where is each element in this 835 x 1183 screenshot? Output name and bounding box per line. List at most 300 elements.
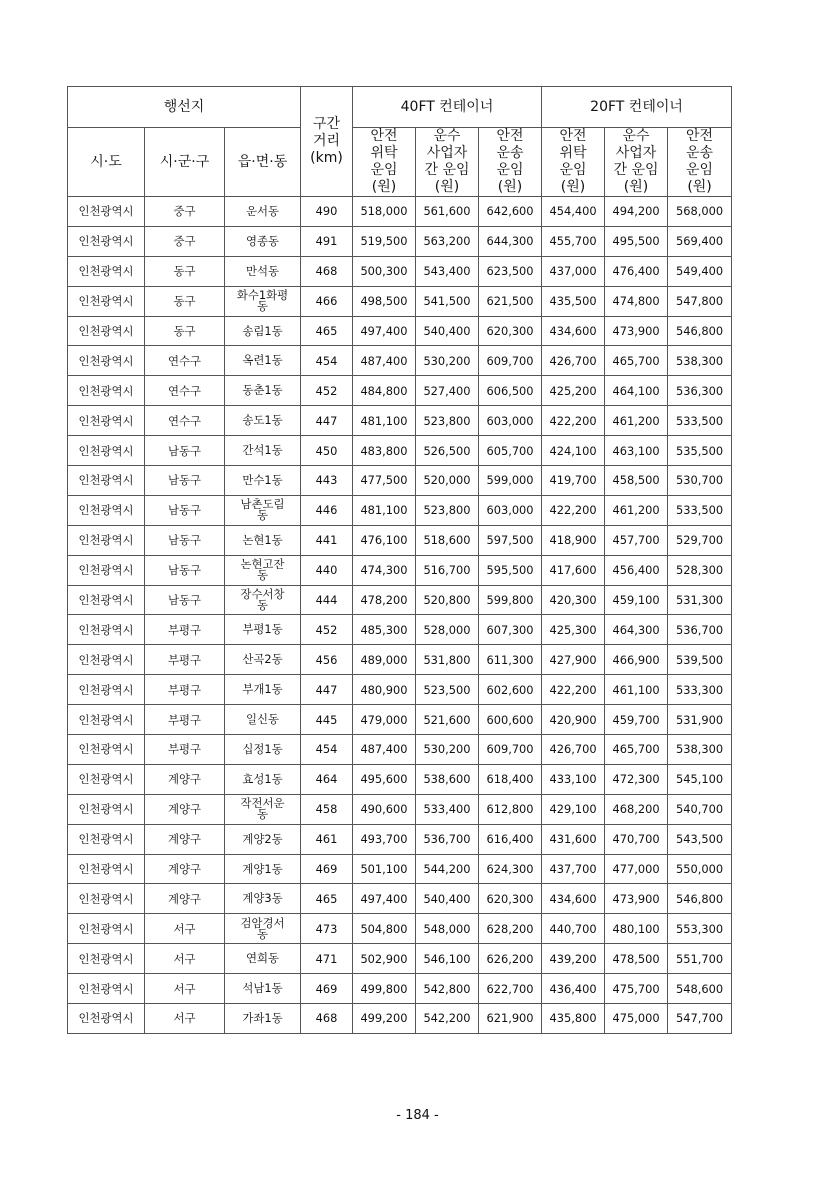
cell-40ft-safe-consign: 481,100 [353,406,416,436]
cell-20ft-safe-consign: 431,600 [542,824,605,854]
cell-20ft-safe-transport: 531,900 [668,705,732,735]
cell-distance-km: 469 [301,854,353,884]
table-row [68,286,732,316]
cell-40ft-safe-transport: 605,700 [479,436,542,466]
table-row [68,914,732,944]
cell-eupmyeondong [225,735,301,765]
table-row [68,854,732,884]
cell-40ft-safe-consign: 499,200 [353,1004,416,1034]
cell-sido: 인천광역시 [68,824,145,854]
cell-40ft-carrier: 546,100 [416,944,479,974]
cell-sigungu: 계양구 [145,824,225,854]
cell-40ft-safe-consign: 487,400 [353,346,416,376]
cell-sigungu: 동구 [145,286,225,316]
cell-20ft-carrier: 494,200 [605,197,668,227]
cell-40ft-safe-consign: 480,900 [353,675,416,705]
dong-name-line: 동 [256,807,268,822]
cell-sigungu: 동구 [145,256,225,286]
cell-distance-km: 466 [301,286,353,316]
table-row [68,735,732,765]
cell-20ft-carrier: 463,100 [605,436,668,466]
cell-40ft-carrier: 538,600 [416,764,479,794]
cell-eupmyeondong [225,974,301,1004]
cell-20ft-safe-transport: 568,000 [668,197,732,227]
cell-20ft-safe-transport: 535,500 [668,436,732,466]
cell-40ft-carrier: 544,200 [416,854,479,884]
cell-sigungu: 서구 [145,944,225,974]
cell-40ft-safe-transport: 606,500 [479,376,542,406]
cell-eupmyeondong [225,675,301,705]
cell-20ft-carrier: 473,900 [605,316,668,346]
cell-20ft-safe-transport: 539,500 [668,645,732,675]
table-row [68,675,732,705]
header-40ft-safe-transport-rate: 안전 운송 운임 (원) [479,128,542,197]
cell-20ft-safe-consign: 455,700 [542,226,605,256]
table-row [68,197,732,227]
dong-name-line: 간석1동 [242,443,283,458]
dong-name-line: 동 [256,568,268,583]
cell-20ft-carrier: 465,700 [605,346,668,376]
cell-20ft-carrier: 461,200 [605,406,668,436]
table-row [68,884,732,914]
cell-20ft-safe-transport: 547,800 [668,286,732,316]
cell-20ft-safe-consign: 435,800 [542,1004,605,1034]
cell-20ft-safe-consign: 417,600 [542,555,605,585]
cell-40ft-safe-transport: 612,800 [479,794,542,824]
cell-distance-km: 454 [301,735,353,765]
cell-40ft-safe-consign: 477,500 [353,466,416,496]
cell-20ft-safe-transport: 531,300 [668,585,732,615]
table-row [68,974,732,1004]
cell-distance-km: 490 [301,197,353,227]
table-row [68,645,732,675]
cell-distance-km: 491 [301,226,353,256]
cell-40ft-safe-transport: 620,300 [479,316,542,346]
cell-40ft-carrier: 561,600 [416,197,479,227]
cell-20ft-safe-transport: 540,700 [668,794,732,824]
cell-20ft-carrier: 459,100 [605,585,668,615]
cell-sigungu: 서구 [145,914,225,944]
cell-20ft-safe-transport: 545,100 [668,764,732,794]
cell-distance-km: 471 [301,944,353,974]
cell-20ft-safe-transport: 546,800 [668,316,732,346]
dong-name-line: 운서동 [245,203,279,218]
cell-sigungu: 서구 [145,974,225,1004]
cell-20ft-safe-consign: 422,200 [542,406,605,436]
cell-20ft-carrier: 495,500 [605,226,668,256]
cell-40ft-carrier: 520,800 [416,585,479,615]
dong-name-line: 동 [256,299,268,314]
cell-eupmyeondong [225,585,301,615]
cell-40ft-safe-transport: 624,300 [479,854,542,884]
cell-40ft-safe-transport: 603,000 [479,406,542,436]
cell-sido: 인천광역시 [68,466,145,496]
cell-eupmyeondong [225,884,301,914]
cell-40ft-safe-consign: 497,400 [353,884,416,914]
cell-sido: 인천광역시 [68,1004,145,1034]
cell-distance-km: 441 [301,525,353,555]
cell-40ft-safe-consign: 489,000 [353,645,416,675]
cell-distance-km: 447 [301,406,353,436]
cell-40ft-carrier: 541,500 [416,286,479,316]
cell-eupmyeondong [225,794,301,824]
cell-sigungu: 계양구 [145,884,225,914]
cell-40ft-safe-transport: 621,500 [479,286,542,316]
dong-name-line: 동 [256,598,268,613]
cell-20ft-carrier: 458,500 [605,466,668,496]
cell-distance-km: 450 [301,436,353,466]
cell-40ft-safe-transport: 628,200 [479,914,542,944]
cell-40ft-safe-consign: 495,600 [353,764,416,794]
cell-distance-km: 446 [301,495,353,525]
cell-40ft-safe-consign: 487,400 [353,735,416,765]
cell-40ft-safe-transport: 595,500 [479,555,542,585]
cell-40ft-carrier: 540,400 [416,884,479,914]
cell-eupmyeondong [225,764,301,794]
cell-20ft-safe-transport: 543,500 [668,824,732,854]
cell-40ft-safe-transport: 616,400 [479,824,542,854]
dong-name-line: 십정1동 [242,741,283,756]
cell-20ft-safe-transport: 550,000 [668,854,732,884]
cell-distance-km: 468 [301,1004,353,1034]
cell-distance-km: 469 [301,974,353,1004]
cell-sigungu: 연수구 [145,376,225,406]
cell-40ft-carrier: 536,700 [416,824,479,854]
cell-20ft-carrier: 480,100 [605,914,668,944]
cell-40ft-carrier: 542,200 [416,1004,479,1034]
cell-distance-km: 465 [301,316,353,346]
cell-20ft-safe-consign: 437,700 [542,854,605,884]
cell-40ft-safe-consign: 479,000 [353,705,416,735]
cell-eupmyeondong [225,645,301,675]
cell-40ft-safe-transport: 599,800 [479,585,542,615]
cell-20ft-safe-consign: 433,100 [542,764,605,794]
cell-20ft-carrier: 464,100 [605,376,668,406]
dong-name-line: 만석동 [245,263,279,278]
cell-40ft-safe-consign: 502,900 [353,944,416,974]
dong-name-line: 효성1동 [242,771,283,786]
cell-40ft-safe-consign: 504,800 [353,914,416,944]
cell-distance-km: 465 [301,884,353,914]
cell-eupmyeondong [225,286,301,316]
cell-40ft-safe-transport: 607,300 [479,615,542,645]
cell-20ft-carrier: 470,700 [605,824,668,854]
cell-sigungu: 남동구 [145,495,225,525]
cell-eupmyeondong [225,824,301,854]
cell-20ft-carrier: 465,700 [605,735,668,765]
cell-20ft-safe-transport: 569,400 [668,226,732,256]
cell-eupmyeondong [225,495,301,525]
cell-40ft-safe-transport: 644,300 [479,226,542,256]
cell-40ft-carrier: 523,800 [416,406,479,436]
dong-name-line: 연희동 [245,951,279,966]
cell-eupmyeondong [225,406,301,436]
cell-20ft-carrier: 474,800 [605,286,668,316]
cell-40ft-carrier: 526,500 [416,436,479,466]
cell-20ft-safe-consign: 422,200 [542,675,605,705]
table-row [68,944,732,974]
cell-eupmyeondong [225,1004,301,1034]
cell-20ft-safe-transport: 548,600 [668,974,732,1004]
cell-sido: 인천광역시 [68,914,145,944]
cell-20ft-safe-transport: 536,300 [668,376,732,406]
cell-40ft-carrier: 530,200 [416,735,479,765]
cell-40ft-carrier: 533,400 [416,794,479,824]
cell-20ft-safe-transport: 549,400 [668,256,732,286]
cell-eupmyeondong [225,525,301,555]
cell-sigungu: 계양구 [145,794,225,824]
cell-eupmyeondong [225,346,301,376]
dong-name-line: 작전서운 [240,796,285,811]
cell-20ft-safe-consign: 420,300 [542,585,605,615]
cell-sido: 인천광역시 [68,197,145,227]
cell-20ft-safe-transport: 533,500 [668,495,732,525]
cell-eupmyeondong [225,376,301,406]
cell-40ft-carrier: 523,800 [416,495,479,525]
header-20ft-safe-transport-rate: 안전 운송 운임 (원) [668,128,732,197]
header-20ft-container: 20FT 컨테이너 [542,87,732,128]
cell-40ft-safe-transport: 609,700 [479,735,542,765]
cell-sido: 인천광역시 [68,406,145,436]
cell-20ft-carrier: 476,400 [605,256,668,286]
cell-40ft-safe-transport: 622,700 [479,974,542,1004]
cell-distance-km: 452 [301,376,353,406]
cell-40ft-safe-consign: 519,500 [353,226,416,256]
header-sigungu: 시·군·구 [145,128,225,197]
header-40ft-safe-consign-rate: 안전 위탁 운임 (원) [353,128,416,197]
cell-40ft-safe-consign: 485,300 [353,615,416,645]
header-20ft-safe-consign-rate: 안전 위탁 운임 (원) [542,128,605,197]
dong-name-line: 석남1동 [242,981,283,996]
cell-40ft-carrier: 540,400 [416,316,479,346]
cell-20ft-safe-consign: 419,700 [542,466,605,496]
cell-eupmyeondong [225,256,301,286]
table-row [68,436,732,466]
cell-20ft-carrier: 475,000 [605,1004,668,1034]
cell-sigungu: 부평구 [145,675,225,705]
cell-distance-km: 454 [301,346,353,376]
cell-sigungu: 계양구 [145,764,225,794]
cell-40ft-safe-transport: 611,300 [479,645,542,675]
table-row [68,495,732,525]
cell-40ft-carrier: 543,400 [416,256,479,286]
cell-sido: 인천광역시 [68,884,145,914]
cell-20ft-carrier: 468,200 [605,794,668,824]
header-40ft-carrier-rate: 운수 사업자 간 운임 (원) [416,128,479,197]
table-row [68,406,732,436]
table-header [68,87,732,197]
table-row [68,764,732,794]
dong-name-line: 화수1화평 [236,288,289,303]
header-origin-dest: 행선지 [68,87,301,128]
cell-20ft-safe-consign: 424,100 [542,436,605,466]
table-row [68,466,732,496]
cell-40ft-safe-transport: 626,200 [479,944,542,974]
cell-eupmyeondong [225,944,301,974]
cell-40ft-carrier: 516,700 [416,555,479,585]
page-number: - 184 - [396,1108,439,1123]
table-row [68,1004,732,1034]
cell-distance-km: 447 [301,675,353,705]
table-row [68,555,732,585]
cell-40ft-safe-consign: 481,100 [353,495,416,525]
cell-sido: 인천광역시 [68,525,145,555]
cell-sigungu: 연수구 [145,406,225,436]
cell-sido: 인천광역시 [68,585,145,615]
cell-40ft-safe-transport: 599,000 [479,466,542,496]
cell-40ft-safe-transport: 620,300 [479,884,542,914]
cell-20ft-carrier: 472,300 [605,764,668,794]
cell-eupmyeondong [225,466,301,496]
cell-20ft-safe-consign: 429,100 [542,794,605,824]
cell-distance-km: 444 [301,585,353,615]
cell-sigungu: 부평구 [145,735,225,765]
cell-40ft-carrier: 542,800 [416,974,479,1004]
cell-sigungu: 중구 [145,226,225,256]
cell-20ft-carrier: 459,700 [605,705,668,735]
cell-20ft-carrier: 464,300 [605,615,668,645]
cell-20ft-carrier: 478,500 [605,944,668,974]
cell-eupmyeondong [225,226,301,256]
table-row [68,585,732,615]
table-row [68,346,732,376]
cell-sido: 인천광역시 [68,645,145,675]
cell-20ft-safe-consign: 425,200 [542,376,605,406]
dong-name-line: 계양2동 [242,831,283,846]
cell-20ft-safe-consign: 427,900 [542,645,605,675]
cell-sigungu: 남동구 [145,555,225,585]
dong-name-line: 부개1동 [242,682,283,697]
cell-sido: 인천광역시 [68,555,145,585]
cell-sido: 인천광역시 [68,226,145,256]
cell-20ft-carrier: 461,100 [605,675,668,705]
cell-40ft-safe-transport: 642,600 [479,197,542,227]
cell-40ft-safe-consign: 474,300 [353,555,416,585]
cell-40ft-carrier: 518,600 [416,525,479,555]
dong-name-line: 논현1동 [242,532,283,547]
cell-sigungu: 계양구 [145,854,225,884]
cell-sigungu: 남동구 [145,585,225,615]
header-eupmyeondong: 읍·면·동 [225,128,301,197]
cell-distance-km: 464 [301,764,353,794]
dong-name-line: 영종동 [245,233,279,248]
cell-20ft-safe-consign: 420,900 [542,705,605,735]
cell-40ft-safe-transport: 597,500 [479,525,542,555]
cell-20ft-safe-transport: 546,800 [668,884,732,914]
cell-20ft-safe-consign: 440,700 [542,914,605,944]
dong-name-line: 송도1동 [242,413,283,428]
cell-20ft-safe-consign: 418,900 [542,525,605,555]
cell-sigungu: 남동구 [145,466,225,496]
dong-name-line: 동 [256,926,268,941]
cell-sigungu: 남동구 [145,525,225,555]
cell-40ft-safe-consign: 483,800 [353,436,416,466]
cell-40ft-carrier: 548,000 [416,914,479,944]
cell-sido: 인천광역시 [68,794,145,824]
dong-name-line: 남촌도림 [240,497,285,512]
cell-sigungu: 남동구 [145,436,225,466]
dong-name-line: 산곡2동 [242,652,283,667]
cell-eupmyeondong [225,555,301,585]
cell-40ft-safe-consign: 490,600 [353,794,416,824]
cell-eupmyeondong [225,615,301,645]
cell-distance-km: 456 [301,645,353,675]
cell-20ft-safe-transport: 530,700 [668,466,732,496]
cell-40ft-safe-transport: 618,400 [479,764,542,794]
table-row [68,226,732,256]
cell-20ft-safe-transport: 533,500 [668,406,732,436]
dong-name-line: 송림1동 [242,323,283,338]
cell-40ft-safe-transport: 603,000 [479,495,542,525]
dong-name-line: 장수서창 [240,587,285,602]
freight-rate-table [67,86,732,1034]
cell-40ft-safe-consign: 499,800 [353,974,416,1004]
cell-40ft-carrier: 563,200 [416,226,479,256]
cell-distance-km: 445 [301,705,353,735]
cell-distance-km: 452 [301,615,353,645]
cell-distance-km: 473 [301,914,353,944]
cell-20ft-safe-consign: 437,000 [542,256,605,286]
cell-sigungu: 부평구 [145,615,225,645]
cell-sido: 인천광역시 [68,735,145,765]
cell-distance-km: 440 [301,555,353,585]
cell-20ft-safe-consign: 426,700 [542,735,605,765]
cell-sigungu: 서구 [145,1004,225,1034]
cell-sido: 인천광역시 [68,854,145,884]
cell-sido: 인천광역시 [68,316,145,346]
cell-20ft-safe-transport: 551,700 [668,944,732,974]
cell-sido: 인천광역시 [68,615,145,645]
cell-20ft-safe-transport: 533,300 [668,675,732,705]
header-20ft-carrier-rate: 운수 사업자 간 운임 (원) [605,128,668,197]
dong-name-line: 계양3동 [242,891,283,906]
dong-name-line: 부평1동 [242,622,283,637]
cell-40ft-safe-consign: 498,500 [353,286,416,316]
cell-sigungu: 동구 [145,316,225,346]
table-row [68,316,732,346]
cell-20ft-safe-consign: 436,400 [542,974,605,1004]
cell-40ft-safe-transport: 609,700 [479,346,542,376]
table-row [68,705,732,735]
dong-name-line: 만수1동 [242,472,283,487]
cell-20ft-safe-transport: 538,300 [668,735,732,765]
cell-20ft-safe-transport: 528,300 [668,555,732,585]
cell-20ft-safe-consign: 425,300 [542,615,605,645]
cell-20ft-carrier: 461,200 [605,495,668,525]
cell-eupmyeondong [225,316,301,346]
cell-eupmyeondong [225,705,301,735]
cell-40ft-carrier: 523,500 [416,675,479,705]
cell-40ft-safe-consign: 497,400 [353,316,416,346]
cell-20ft-safe-consign: 434,600 [542,316,605,346]
cell-distance-km: 461 [301,824,353,854]
cell-eupmyeondong [225,197,301,227]
cell-20ft-safe-consign: 426,700 [542,346,605,376]
dong-name-line: 동 [256,508,268,523]
table-row [68,525,732,555]
cell-40ft-safe-consign: 493,700 [353,824,416,854]
table-row [68,824,732,854]
cell-20ft-safe-transport: 536,700 [668,615,732,645]
cell-sido: 인천광역시 [68,286,145,316]
cell-40ft-safe-consign: 478,200 [353,585,416,615]
cell-sido: 인천광역시 [68,346,145,376]
cell-sigungu: 부평구 [145,705,225,735]
cell-40ft-safe-consign: 476,100 [353,525,416,555]
cell-20ft-carrier: 477,000 [605,854,668,884]
cell-distance-km: 458 [301,794,353,824]
cell-20ft-carrier: 475,700 [605,974,668,1004]
